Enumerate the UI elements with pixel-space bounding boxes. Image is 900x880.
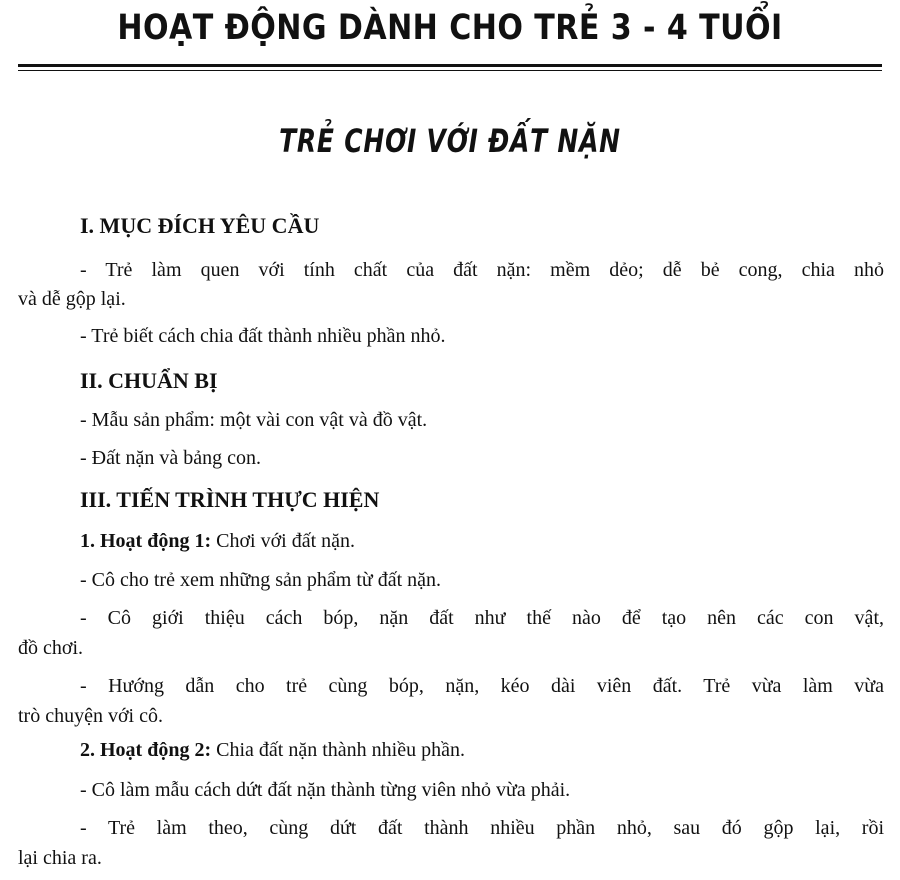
section-heading-preparation: II. CHUẨN BỊ — [80, 368, 218, 393]
paragraph-line: - Trẻ làm quen với tính chất của đất nặn: mềm dẻo; dễ bẻ cong, chia nhỏ — [80, 259, 884, 281]
section-heading-purpose: I. MỤC ĐÍCH YÊU CẦU — [80, 213, 320, 238]
header-rule-thin — [18, 70, 882, 71]
activity-1-line — [18, 529, 884, 553]
document-title: TRẺ CHƠI VỚI ĐẤT NẶN — [279, 122, 621, 160]
paragraph-line: - Đất nặn và bảng con. — [80, 447, 262, 469]
paragraph-line: - Hướng dẫn cho trẻ cùng bóp, nặn, kéo dài viên đất. Trẻ vừa làm vừa — [80, 675, 884, 697]
paragraph-line: và dễ gộp lại. — [18, 288, 126, 310]
activity-1-label: 1. Hoạt động 1: — [80, 530, 212, 552]
paragraph-line: - Cô cho trẻ xem những sản phẩm từ đất nặn. — [80, 569, 442, 591]
activity-2-text: Chia đất nặn thành nhiều phần. — [211, 739, 465, 761]
paragraph-line: - Cô giới thiệu cách bóp, nặn đất như thế nào để tạo nên các con vật, — [80, 607, 884, 629]
paragraph-line: - Trẻ biết cách chia đất thành nhiều phần nhỏ. — [80, 325, 446, 347]
activity-1-text: Chơi với đất nặn. — [211, 530, 356, 552]
section-heading-procedure: III. TIẾN TRÌNH THỰC HIỆN — [80, 487, 380, 512]
paragraph-line: - Cô làm mẫu cách dứt đất nặn thành từng viên nhỏ vừa phải. — [80, 779, 571, 801]
activity-2-line — [18, 738, 884, 762]
paragraph-line: lại chia ra. — [18, 847, 102, 869]
header-rule-thick — [18, 64, 882, 67]
paragraph-line: đồ chơi. — [18, 637, 84, 659]
paragraph-line: - Mẫu sản phẩm: một vài con vật và đồ vật. — [80, 409, 428, 431]
paragraph-line: trò chuyện với cô. — [18, 705, 163, 727]
activity-2-label: 2. Hoạt động 2: — [80, 739, 212, 761]
paragraph-line: - Trẻ làm theo, cùng dứt đất thành nhiều phần nhỏ, sau đó gộp lại, rồi — [80, 817, 884, 839]
page-header: HOẠT ĐỘNG DÀNH CHO TRẺ 3 - 4 TUỔI — [117, 8, 783, 48]
